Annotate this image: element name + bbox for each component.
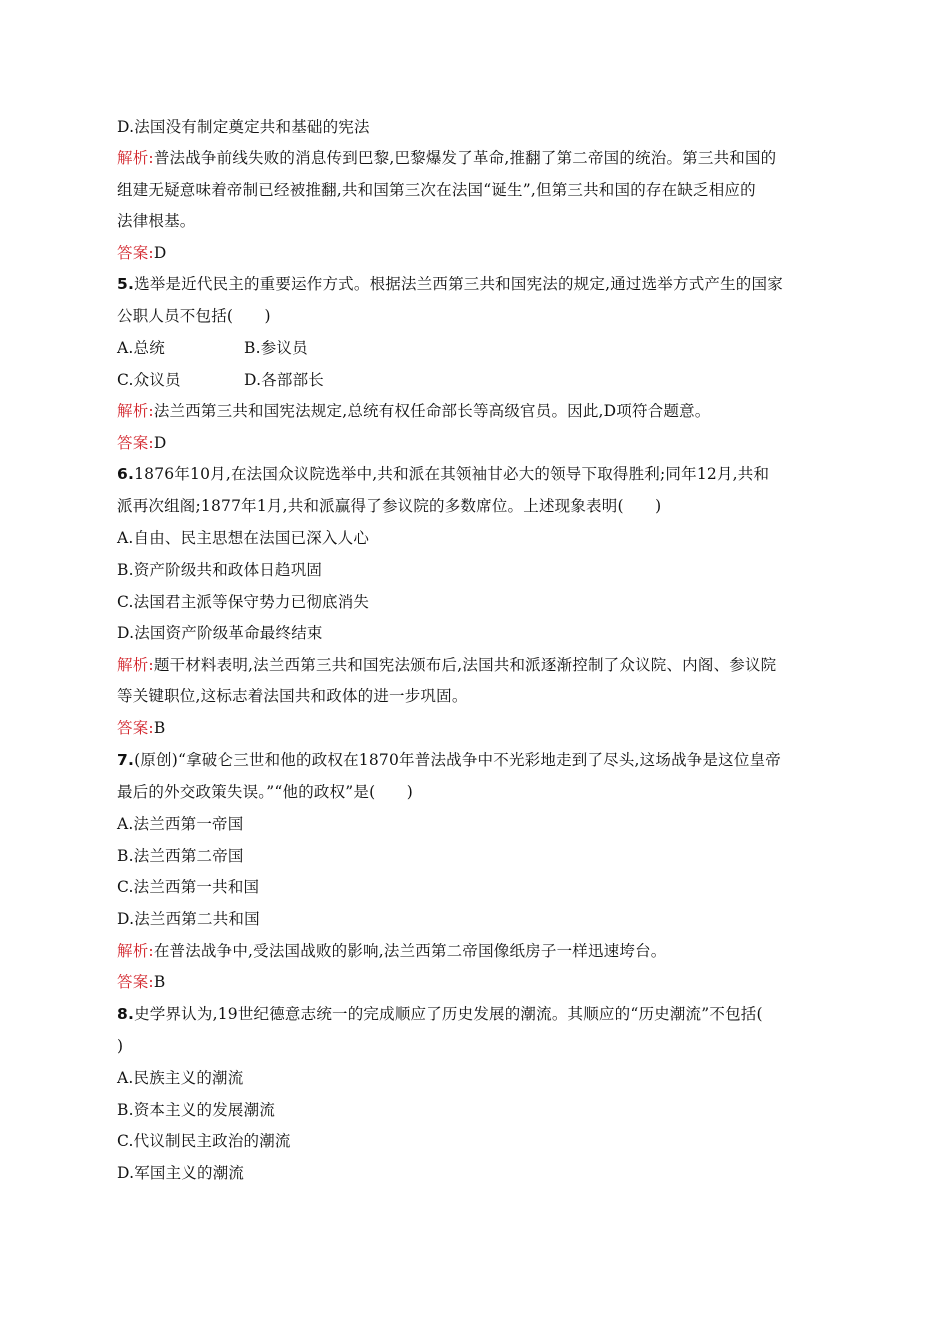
- q6-stem-line-2: 派再次组阁;1877年1月,共和派赢得了参议院的多数席位。上述现象表明( ): [117, 497, 662, 515]
- q7-option-a: A.法兰西第一帝国: [117, 815, 244, 833]
- q8-option-d: D.军国主义的潮流: [117, 1164, 245, 1182]
- q8-stem-line-2: ): [117, 1037, 124, 1055]
- question-number: 6.: [117, 465, 135, 483]
- q4-analysis-line-1: 解析:普法战争前线失败的消息传到巴黎,巴黎爆发了革命,推翻了第二帝国的统治。第三共和国的: [117, 149, 777, 167]
- answer-label: 答案:: [117, 434, 154, 452]
- analysis-label: 解析:: [117, 656, 154, 674]
- q5-option-d: D.各部部长: [244, 371, 325, 389]
- analysis-label: 解析:: [117, 402, 154, 420]
- q8-option-a: A.民族主义的潮流: [117, 1069, 244, 1087]
- q8-stem-line-1: 8.史学界认为,19世纪德意志统一的完成顺应了历史发展的潮流。其顺应的“历史潮流”不包括(: [117, 1005, 763, 1023]
- q5-option-a: A.总统: [117, 339, 165, 357]
- q8-option-c: C.代议制民主政治的潮流: [117, 1132, 291, 1150]
- q4-option-d: D.法国没有制定奠定共和基础的宪法: [117, 118, 370, 136]
- q7-option-c: C.法兰西第一共和国: [117, 878, 260, 896]
- question-number: 7.: [117, 751, 135, 769]
- q6-option-b: B.资产阶级共和政体日趋巩固: [117, 561, 323, 579]
- answer-label: 答案:: [117, 244, 154, 262]
- q5-stem-line-2: 公职人员不包括( ): [117, 307, 271, 325]
- answer-label: 答案:: [117, 973, 154, 991]
- q7-option-b: B.法兰西第二帝国: [117, 847, 244, 865]
- q5-option-c: C.众议员: [117, 371, 181, 389]
- q4-analysis-line-2: 组建无疑意味着帝制已经被推翻,共和国第三次在法国“诞生”,但第三共和国的存在缺乏相应的: [117, 181, 756, 199]
- answer-label: 答案:: [117, 719, 154, 737]
- analysis-label: 解析:: [117, 942, 154, 960]
- q5-analysis: 解析:法兰西第三共和国宪法规定,总统有权任命部长等高级官员。因此,D项符合题意。: [117, 402, 711, 420]
- q6-analysis-line-2: 等关键职位,这标志着法国共和政体的进一步巩固。: [117, 687, 468, 705]
- q7-stem-line-1: 7.(原创)“拿破仑三世和他的政权在1870年普法战争中不光彩地走到了尽头,这场战争是这位皇帝: [117, 751, 781, 769]
- q8-option-b: B.资本主义的发展潮流: [117, 1101, 276, 1119]
- q5-answer: 答案:D: [117, 434, 167, 452]
- q5-option-b: B.参议员: [244, 339, 308, 357]
- q7-analysis: 解析:在普法战争中,受法国战败的影响,法兰西第二帝国像纸房子一样迅速垮台。: [117, 942, 667, 960]
- q6-option-d: D.法国资产阶级革命最终结束: [117, 624, 323, 642]
- q7-stem-line-2: 最后的外交政策失误。”“他的政权”是( ): [117, 783, 414, 801]
- q5-options-row-1: [117, 338, 165, 358]
- question-number: 8.: [117, 1005, 135, 1023]
- q5-options-row-2: [117, 370, 181, 390]
- q4-answer: 答案:D: [117, 244, 167, 262]
- q5-stem-line-1: 5.选举是近代民主的重要运作方式。根据法兰西第三共和国宪法的规定,通过选举方式产生的国家: [117, 275, 783, 293]
- q6-option-c: C.法国君主派等保守势力已彻底消失: [117, 593, 370, 611]
- q6-option-a: A.自由、民主思想在法国已深入人心: [117, 529, 370, 547]
- q6-stem-line-1: 6.1876年10月,在法国众议院选举中,共和派在其领袖甘必大的领导下取得胜利;同年12月,共和: [117, 465, 770, 483]
- analysis-label: 解析:: [117, 149, 154, 167]
- question-number: 5.: [117, 275, 135, 293]
- q7-answer: 答案:B: [117, 973, 166, 991]
- q7-option-d: D.法兰西第二共和国: [117, 910, 260, 928]
- q4-analysis-line-3: 法律根基。: [117, 212, 196, 230]
- q6-answer: 答案:B: [117, 719, 166, 737]
- q6-analysis-line-1: 解析:题干材料表明,法兰西第三共和国宪法颁布后,法国共和派逐渐控制了众议院、内阁、参议院: [117, 656, 777, 674]
